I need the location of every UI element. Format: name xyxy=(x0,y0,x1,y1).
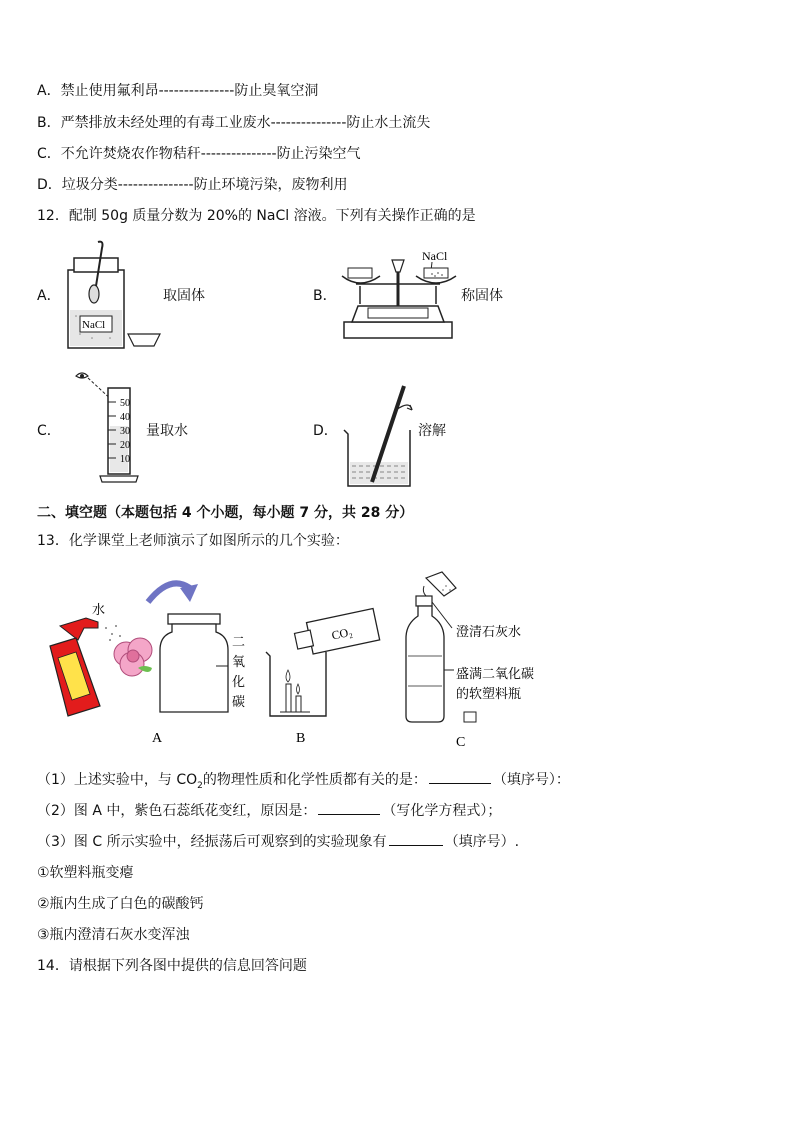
svg-text:水: 水 xyxy=(92,602,106,617)
option-a: A．禁止使用氟利昂---------------防止臭氧空洞 xyxy=(37,83,319,99)
section-heading: 二、填空题（本题包括 4 个小题，每小题 7 分，共 28 分） xyxy=(37,505,414,521)
svg-text:20: 20 xyxy=(120,440,130,451)
q13-sub2: （2）图 A 中，紫色石蕊纸花变红，原因是： （写化学方程式）； xyxy=(37,800,501,821)
answer-blank-2[interactable] xyxy=(318,800,380,815)
answer-blank-1[interactable] xyxy=(429,769,491,784)
q12-option-d-figure xyxy=(340,380,420,492)
q12-option-c-figure xyxy=(70,368,150,486)
q12-option-a-caption: 取固体 xyxy=(163,288,205,304)
q13-choice-1: ①软塑料瓶变瘪 xyxy=(37,865,134,881)
svg-text:C: C xyxy=(456,735,466,750)
svg-text:碳: 碳 xyxy=(232,694,246,709)
q12-option-a-figure xyxy=(62,238,172,353)
svg-text:10: 10 xyxy=(120,454,130,465)
svg-text:30: 30 xyxy=(120,426,130,437)
spray-bottle-icon xyxy=(60,618,98,640)
q13-sub1: （1）上述实验中，与 $CO_2$的物理性质和化学性质都有关的是： （填序号）： xyxy=(37,769,570,796)
svg-text:50: 50 xyxy=(120,398,130,409)
svg-text:二: 二 xyxy=(232,634,246,649)
svg-text:CO₂: CO₂ xyxy=(330,624,354,643)
svg-text:盛满二氧化碳: 盛满二氧化碳 xyxy=(456,666,535,681)
option-b: B．严禁排放未经处理的有毒工业废水---------------防止水土流失 xyxy=(37,115,431,131)
q13-figure xyxy=(40,566,560,754)
q12-option-b-letter: B． xyxy=(313,288,337,304)
q12-option-c-letter: C． xyxy=(37,423,61,439)
svg-text:氧: 氧 xyxy=(232,654,246,669)
svg-text:A: A xyxy=(152,731,163,746)
answer-blank-3[interactable] xyxy=(389,831,443,846)
jar-label: NaCl xyxy=(82,319,106,331)
q12-stem: 12．配制 50g 质量分数为 20%的 NaCl 溶液。下列有关操作正确的是 xyxy=(37,208,476,224)
q12-option-d-letter: D． xyxy=(313,423,338,439)
pan-label: NaCl xyxy=(422,249,448,263)
q14-stem: 14．请根据下列各图中提供的信息回答问题 xyxy=(37,958,307,974)
option-c: C．不允许焚烧农作物秸秆---------------防止污染空气 xyxy=(37,146,361,162)
q12-option-b-caption: 称固体 xyxy=(461,288,503,304)
svg-text:B: B xyxy=(296,731,306,746)
q12-option-a-letter: A． xyxy=(37,288,61,304)
q12-option-c-caption: 量取水 xyxy=(146,423,188,439)
q13-choice-3: ③瓶内澄清石灰水变浑浊 xyxy=(37,927,190,943)
q13-choice-2: ②瓶内生成了白色的碳酸钙 xyxy=(37,896,204,912)
svg-text:化: 化 xyxy=(232,674,246,689)
svg-text:澄清石灰水: 澄清石灰水 xyxy=(456,624,522,639)
flower-icon xyxy=(114,638,152,676)
q13-stem: 13．化学课堂上老师演示了如图所示的几个实验： xyxy=(37,533,349,549)
svg-text:40: 40 xyxy=(120,412,130,423)
q12-option-b-figure xyxy=(338,246,466,342)
q12-option-d-caption: 溶解 xyxy=(418,423,446,439)
svg-text:的软塑料瓶: 的软塑料瓶 xyxy=(456,686,522,701)
option-d: D．垃圾分类---------------防止环境污染，废物利用 xyxy=(37,177,348,193)
q13-sub3: （3）图 C 所示实验中，经振荡后可观察到的实验现象有 （填序号）. xyxy=(37,831,519,852)
